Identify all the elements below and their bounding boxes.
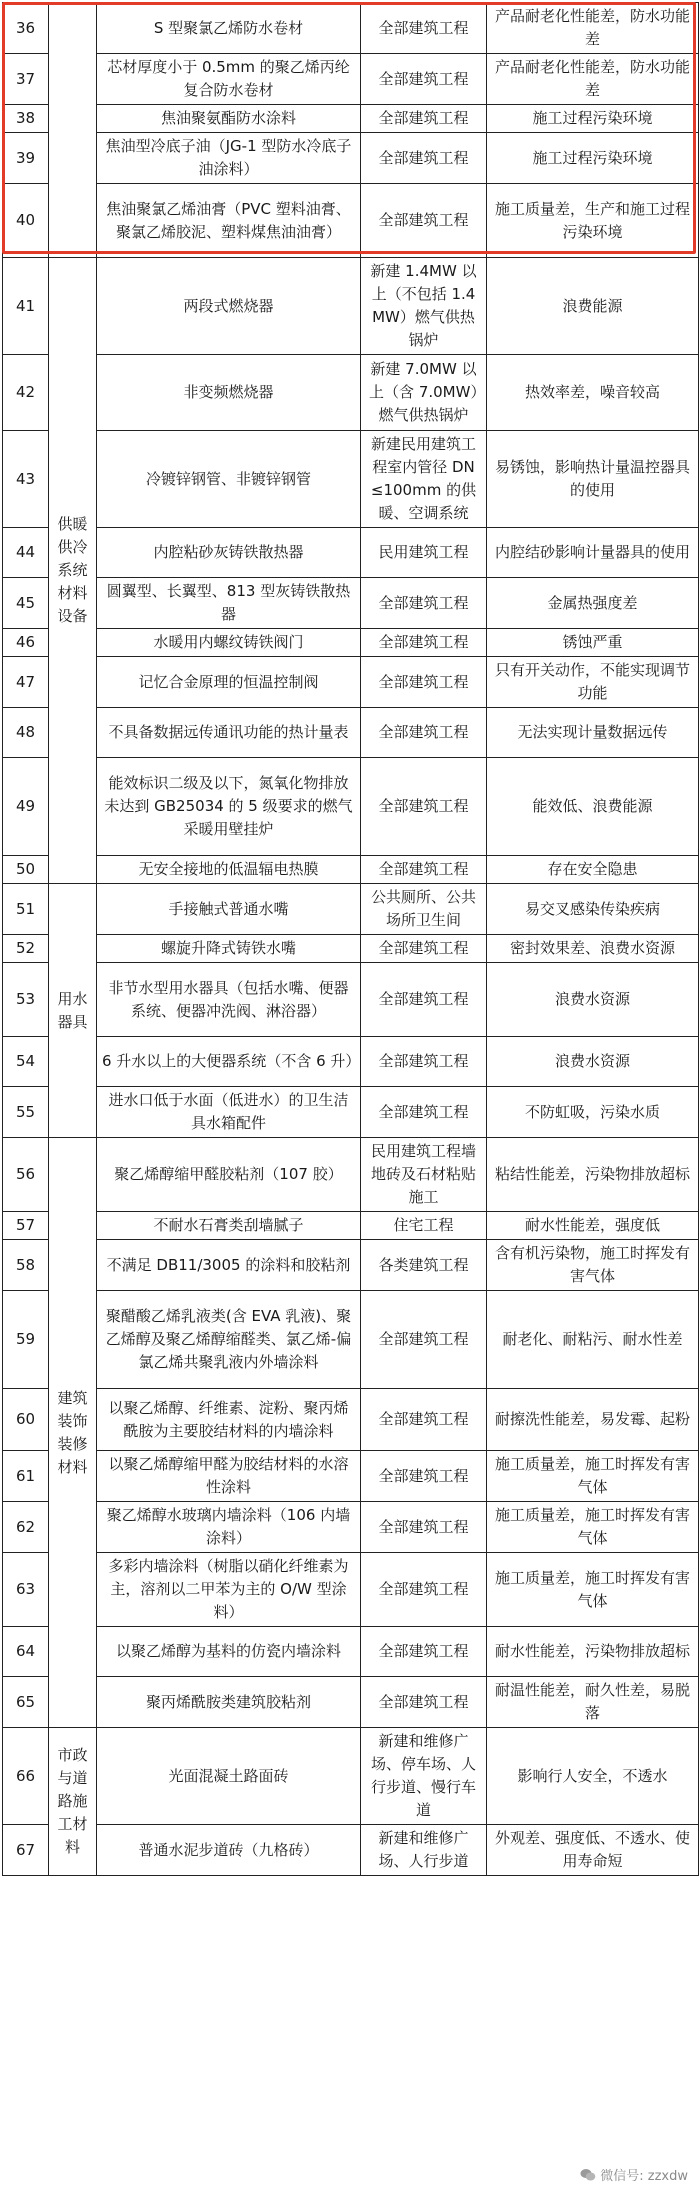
row-number: 55 <box>3 1087 49 1138</box>
row-number: 41 <box>3 258 49 355</box>
material-name: 不具备数据远传通讯功能的热计量表 <box>97 708 361 758</box>
restriction-reason: 只有开关动作，不能实现调节功能 <box>487 657 699 708</box>
material-name: 非节水型用水器具（包括水嘴、便器系统、便器冲洗阀、淋浴器） <box>97 963 361 1037</box>
table-row <box>3 629 699 657</box>
applicable-scope: 各类建筑工程 <box>361 1240 487 1291</box>
table-row <box>3 355 699 431</box>
restriction-reason: 产品耐老化性能差，防水功能差 <box>487 3 699 54</box>
restriction-reason: 浪费水资源 <box>487 1037 699 1087</box>
applicable-scope: 全部建筑工程 <box>361 1502 487 1553</box>
row-number: 36 <box>3 3 49 54</box>
material-name: 聚醋酸乙烯乳液类(含 EVA 乳液)、聚乙烯醇及聚乙烯醇缩醛类、氯乙烯-偏氯乙烯共聚乳液内外墙涂料 <box>97 1291 361 1389</box>
material-name: 聚丙烯酰胺类建筑胶粘剂 <box>97 1677 361 1728</box>
restriction-reason: 粘结性能差，污染物排放超标 <box>487 1138 699 1212</box>
applicable-scope: 全部建筑工程 <box>361 133 487 184</box>
table-row <box>3 528 699 578</box>
applicable-scope: 新建 7.0MW 以上（含 7.0MW）燃气供热锅炉 <box>361 355 487 431</box>
applicable-scope: 全部建筑工程 <box>361 963 487 1037</box>
restriction-reason: 施工质量差，施工时挥发有害气体 <box>487 1451 699 1502</box>
material-name: 聚乙烯醇水玻璃内墙涂料（106 内墙涂料） <box>97 1502 361 1553</box>
restriction-reason: 能效低、浪费能源 <box>487 758 699 856</box>
row-number: 48 <box>3 708 49 758</box>
applicable-scope: 民用建筑工程墙地砖及石材粘贴施工 <box>361 1138 487 1212</box>
category-cell-empty <box>49 3 97 258</box>
restriction-reason: 耐擦洗性能差，易发霉、起粉 <box>487 1389 699 1451</box>
material-name: S 型聚氯乙烯防水卷材 <box>97 3 361 54</box>
material-name: 圆翼型、长翼型、813 型灰铸铁散热器 <box>97 578 361 629</box>
applicable-scope: 公共厕所、公共场所卫生间 <box>361 884 487 935</box>
row-number: 40 <box>3 184 49 258</box>
table-row <box>3 1627 699 1677</box>
applicable-scope: 新建和维修广场、停车场、人行步道、慢行车道 <box>361 1728 487 1825</box>
restriction-reason: 浪费水资源 <box>487 963 699 1037</box>
material-name: 以聚乙烯醇为基料的仿瓷内墙涂料 <box>97 1627 361 1677</box>
material-name: 不耐水石膏类刮墙腻子 <box>97 1212 361 1240</box>
table-row <box>3 884 699 935</box>
row-number: 65 <box>3 1677 49 1728</box>
material-name: 普通水泥步道砖（九格砖） <box>97 1825 361 1876</box>
table-row <box>3 258 699 355</box>
restriction-reason: 耐温性能差，耐久性差，易脱落 <box>487 1677 699 1728</box>
material-name: 冷镀锌钢管、非镀锌钢管 <box>97 431 361 528</box>
material-name: 以聚乙烯醇、纤维素、淀粉、聚丙烯酰胺为主要胶结材料的内墙涂料 <box>97 1389 361 1451</box>
row-number: 64 <box>3 1627 49 1677</box>
row-number: 43 <box>3 431 49 528</box>
material-name: 螺旋升降式铸铁水嘴 <box>97 935 361 963</box>
row-number: 38 <box>3 105 49 133</box>
table-row <box>3 1553 699 1627</box>
row-number: 53 <box>3 963 49 1037</box>
applicable-scope: 全部建筑工程 <box>361 1627 487 1677</box>
table-row <box>3 184 699 258</box>
table-row <box>3 431 699 528</box>
material-name: 无安全接地的低温辐电热膜 <box>97 856 361 884</box>
row-number: 52 <box>3 935 49 963</box>
applicable-scope: 住宅工程 <box>361 1212 487 1240</box>
material-name: 以聚乙烯醇缩甲醛为胶结材料的水溶性涂料 <box>97 1451 361 1502</box>
restriction-reason: 易交叉感染传染疾病 <box>487 884 699 935</box>
applicable-scope: 全部建筑工程 <box>361 3 487 54</box>
material-name: 6 升水以上的大便器系统（不含 6 升） <box>97 1037 361 1087</box>
row-number: 54 <box>3 1037 49 1087</box>
material-name: 水暖用内螺纹铸铁阀门 <box>97 629 361 657</box>
restriction-reason: 金属热强度差 <box>487 578 699 629</box>
restriction-reason: 热效率差，噪音较高 <box>487 355 699 431</box>
restriction-reason: 浪费能源 <box>487 258 699 355</box>
applicable-scope: 全部建筑工程 <box>361 1677 487 1728</box>
table-row <box>3 657 699 708</box>
restriction-reason: 密封效果差、浪费水资源 <box>487 935 699 963</box>
material-name: 芯材厚度小于 0.5mm 的聚乙烯丙纶复合防水卷材 <box>97 54 361 105</box>
table-row <box>3 708 699 758</box>
material-name: 聚乙烯醇缩甲醛胶粘剂（107 胶） <box>97 1138 361 1212</box>
material-name: 能效标识二级及以下，氮氧化物排放未达到 GB25034 的 5 级要求的燃气采暖用壁挂炉 <box>97 758 361 856</box>
table-row <box>3 54 699 105</box>
table-row <box>3 1087 699 1138</box>
restriction-reason: 内腔结砂影响计量器具的使用 <box>487 528 699 578</box>
applicable-scope: 全部建筑工程 <box>361 1291 487 1389</box>
material-name: 记忆合金原理的恒温控制阀 <box>97 657 361 708</box>
restriction-reason: 影响行人安全，不透水 <box>487 1728 699 1825</box>
row-number: 46 <box>3 629 49 657</box>
restriction-reason: 施工质量差，施工时挥发有害气体 <box>487 1553 699 1627</box>
applicable-scope: 全部建筑工程 <box>361 1553 487 1627</box>
row-number: 42 <box>3 355 49 431</box>
applicable-scope: 新建 1.4MW 以上（不包括 1.4MW）燃气供热锅炉 <box>361 258 487 355</box>
table-row <box>3 105 699 133</box>
applicable-scope: 全部建筑工程 <box>361 1389 487 1451</box>
table-row <box>3 1037 699 1087</box>
row-number: 39 <box>3 133 49 184</box>
category-cell: 供暖供冷系统材料设备 <box>49 258 97 884</box>
material-name: 内腔粘砂灰铸铁散热器 <box>97 528 361 578</box>
material-name: 手接触式普通水嘴 <box>97 884 361 935</box>
material-name: 两段式燃烧器 <box>97 258 361 355</box>
restriction-reason: 耐水性能差，污染物排放超标 <box>487 1627 699 1677</box>
row-number: 37 <box>3 54 49 105</box>
material-name: 焦油聚氯乙烯油膏（PVC 塑料油膏、聚氯乙烯胶泥、塑料煤焦油油膏） <box>97 184 361 258</box>
row-number: 49 <box>3 758 49 856</box>
restriction-reason: 施工过程污染环境 <box>487 105 699 133</box>
restriction-reason: 无法实现计量数据远传 <box>487 708 699 758</box>
restriction-reason: 耐水性能差，强度低 <box>487 1212 699 1240</box>
row-number: 47 <box>3 657 49 708</box>
table-row <box>3 1451 699 1502</box>
category-cell: 用水器具 <box>49 884 97 1138</box>
table-row <box>3 1240 699 1291</box>
restriction-reason: 易锈蚀，影响热计量温控器具的使用 <box>487 431 699 528</box>
table-row <box>3 935 699 963</box>
row-number: 51 <box>3 884 49 935</box>
applicable-scope: 全部建筑工程 <box>361 578 487 629</box>
applicable-scope: 新建民用建筑工程室内管径 DN ≤100mm 的供暖、空调系统 <box>361 431 487 528</box>
restriction-reason: 不防虹吸，污染水质 <box>487 1087 699 1138</box>
applicable-scope: 全部建筑工程 <box>361 54 487 105</box>
restriction-reason: 存在安全隐患 <box>487 856 699 884</box>
table-row <box>3 1502 699 1553</box>
watermark-text: 微信号: zzxdw <box>600 2169 688 2184</box>
row-number: 61 <box>3 1451 49 1502</box>
restriction-reason: 耐老化、耐粘污、耐水性差 <box>487 1291 699 1389</box>
restriction-reason: 锈蚀严重 <box>487 629 699 657</box>
row-number: 60 <box>3 1389 49 1451</box>
table-row <box>3 1138 699 1212</box>
material-name: 焦油型冷底子油（JG-1 型防水冷底子油涂料） <box>97 133 361 184</box>
watermark <box>576 2164 692 2185</box>
applicable-scope: 全部建筑工程 <box>361 1087 487 1138</box>
row-number: 57 <box>3 1212 49 1240</box>
applicable-scope: 全部建筑工程 <box>361 758 487 856</box>
table-row <box>3 856 699 884</box>
table-row <box>3 1728 699 1825</box>
restriction-reason: 含有机污染物，施工时挥发有害气体 <box>487 1240 699 1291</box>
table-row <box>3 1825 699 1876</box>
applicable-scope: 全部建筑工程 <box>361 1451 487 1502</box>
row-number: 62 <box>3 1502 49 1553</box>
applicable-scope: 民用建筑工程 <box>361 528 487 578</box>
applicable-scope: 全部建筑工程 <box>361 184 487 258</box>
row-number: 58 <box>3 1240 49 1291</box>
applicable-scope: 全部建筑工程 <box>361 105 487 133</box>
category-cell: 市政与道路施工材料 <box>49 1728 97 1876</box>
row-number: 67 <box>3 1825 49 1876</box>
row-number: 56 <box>3 1138 49 1212</box>
table-row <box>3 3 699 54</box>
material-name: 进水口低于水面（低进水）的卫生洁具水箱配件 <box>97 1087 361 1138</box>
table-row <box>3 1291 699 1389</box>
applicable-scope: 全部建筑工程 <box>361 935 487 963</box>
table-row <box>3 1212 699 1240</box>
applicable-scope: 全部建筑工程 <box>361 708 487 758</box>
restriction-reason: 产品耐老化性能差，防水功能差 <box>487 54 699 105</box>
material-name: 光面混凝土路面砖 <box>97 1728 361 1825</box>
applicable-scope: 全部建筑工程 <box>361 657 487 708</box>
row-number: 66 <box>3 1728 49 1825</box>
restriction-reason: 施工过程污染环境 <box>487 133 699 184</box>
applicable-scope: 全部建筑工程 <box>361 856 487 884</box>
applicable-scope: 全部建筑工程 <box>361 1037 487 1087</box>
applicable-scope: 全部建筑工程 <box>361 629 487 657</box>
row-number: 50 <box>3 856 49 884</box>
row-number: 63 <box>3 1553 49 1627</box>
row-number: 59 <box>3 1291 49 1389</box>
restriction-reason: 施工质量差，施工时挥发有害气体 <box>487 1502 699 1553</box>
table-row <box>3 578 699 629</box>
applicable-scope: 新建和维修广场、人行步道 <box>361 1825 487 1876</box>
material-name: 非变频燃烧器 <box>97 355 361 431</box>
material-name: 多彩内墙涂料（树脂以硝化纤维素为主，溶剂以二甲苯为主的 O/W 型涂料） <box>97 1553 361 1627</box>
table-row <box>3 1677 699 1728</box>
row-number: 44 <box>3 528 49 578</box>
table-row <box>3 133 699 184</box>
table-row <box>3 758 699 856</box>
category-cell: 建筑装饰装修材料 <box>49 1138 97 1728</box>
restricted-materials-table <box>2 2 699 1876</box>
wechat-icon <box>580 2168 596 2182</box>
restriction-reason: 外观差、强度低、不透水、使用寿命短 <box>487 1825 699 1876</box>
table-row <box>3 963 699 1037</box>
table-row <box>3 1389 699 1451</box>
restriction-reason: 施工质量差，生产和施工过程污染环境 <box>487 184 699 258</box>
material-name: 焦油聚氨酯防水涂料 <box>97 105 361 133</box>
row-number: 45 <box>3 578 49 629</box>
material-name: 不满足 DB11/3005 的涂料和胶粘剂 <box>97 1240 361 1291</box>
